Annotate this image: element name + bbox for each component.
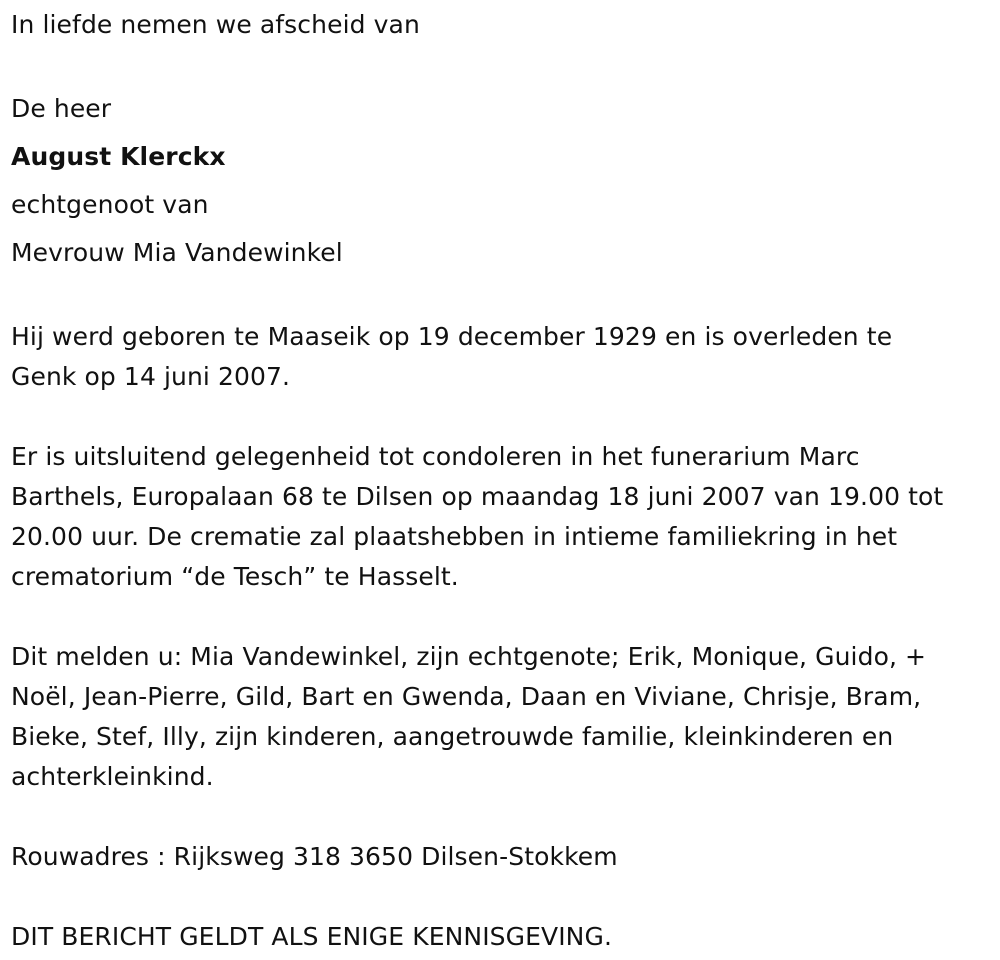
paragraph-line: Dit melden u: Mia Vandewinkel, zijn echtgenote; Erik, Monique, Guido, +: [11, 642, 927, 671]
closing-statement: DIT BERICHT GELDT ALS ENIGE KENNISGEVING.: [11, 922, 612, 951]
paragraph-line: Barthels, Europalaan 68 te Dilsen op maandag 18 juni 2007 van 19.00 tot: [11, 482, 944, 511]
spacer: [11, 397, 991, 437]
mourning-address: Rouwadres : Rijksweg 318 3650 Dilsen-Stokkem: [11, 842, 618, 871]
paragraph-line: Er is uitsluitend gelegenheid tot condoleren in het funerarium Marc: [11, 442, 860, 471]
paragraph-line: Bieke, Stef, Illy, zijn kinderen, aangetrouwde familie, kleinkinderen en: [11, 722, 894, 751]
spacer: [11, 277, 991, 317]
honorific: De heer: [11, 94, 112, 123]
paragraph-line: crematorium “de Tesch” te Hasselt.: [11, 562, 459, 591]
paragraph-line: achterkleinkind.: [11, 762, 214, 791]
relation-text: echtgenoot van: [11, 190, 209, 219]
spacer: [11, 45, 991, 85]
paragraph-line: Noël, Jean-Pierre, Gild, Bart en Gwenda, Daan en Viviane, Chrisje, Bram,: [11, 682, 922, 711]
spacer: [11, 597, 991, 637]
birth-death-paragraph: [11, 317, 991, 397]
paragraph-line: Hij werd geboren te Maaseik op 19 december 1929 en is overleden te: [11, 322, 893, 351]
intro-text: In liefde nemen we afscheid van: [11, 10, 420, 39]
condolence-paragraph: [11, 437, 991, 597]
spacer: [11, 877, 991, 917]
deceased-name: August Klerckx: [11, 142, 226, 171]
spacer: [11, 797, 991, 837]
paragraph-line: 20.00 uur. De crematie zal plaatshebben in intieme familiekring in het: [11, 522, 898, 551]
death-notice: [11, 5, 991, 957]
paragraph-line: Genk op 14 juni 2007.: [11, 362, 291, 391]
spouse-name: Mevrouw Mia Vandewinkel: [11, 238, 343, 267]
announcers-paragraph: [11, 637, 991, 797]
